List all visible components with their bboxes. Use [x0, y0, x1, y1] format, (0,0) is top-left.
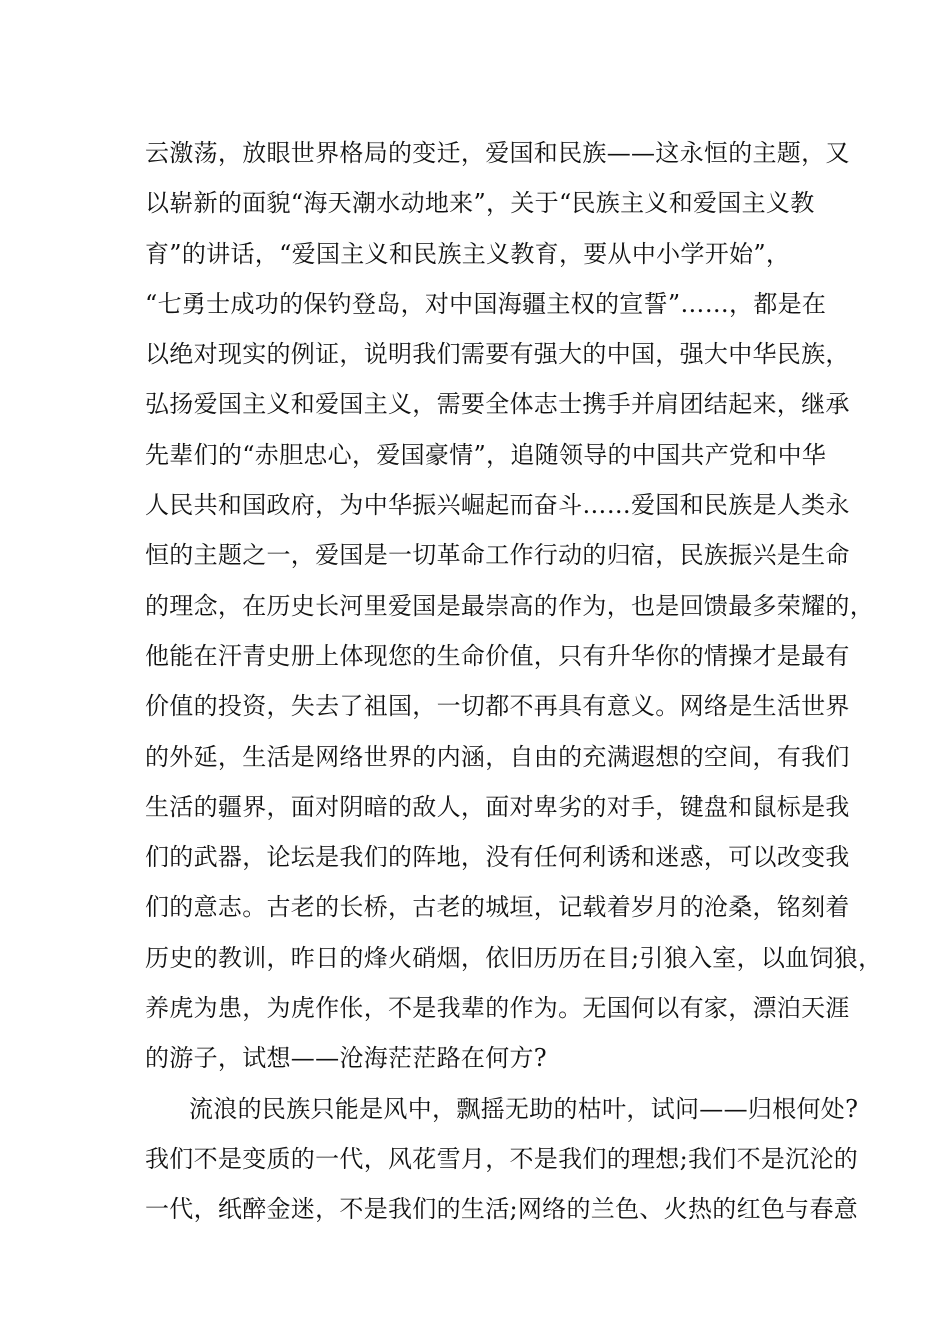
- text-line: 的外延，生活是网络世界的内涵，自由的充满遐想的空间，有我们: [145, 742, 850, 771]
- paragraph-start-line: 流浪的民族只能是风中，飘摇无助的枯叶，试问——归根何处?: [189, 1094, 859, 1123]
- text-line: “七勇士成功的保钓登岛，对中国海疆主权的宣誓”……，都是在: [145, 289, 827, 318]
- text-line: 生活的疆界，面对阴暗的敌人，面对卑劣的对手，键盘和鼠标是我: [145, 792, 850, 821]
- text-line: 价值的投资，失去了祖国，一切都不再具有意义。网络是生活世界: [145, 692, 850, 721]
- text-line: 我们不是变质的一代，风花雪月，不是我们的理想;我们不是沉沦的: [145, 1144, 859, 1173]
- text-line: 他能在汗青史册上体现您的生命价值，只有升华你的情操才是最有: [145, 641, 850, 670]
- text-line: 云激荡，放眼世界格局的变迁，爱国和民族——这永恒的主题，又: [145, 139, 850, 167]
- text-line: 先辈们的“赤胆忠心，爱国豪情”，追随领导的中国共产党和中华: [145, 440, 827, 469]
- text-line: 恒的主题之一，爱国是一切革命工作行动的归宿，民族振兴是生命: [145, 541, 850, 570]
- text-line: 弘扬爱国主义和爱国主义，需要全体志士携手并肩团结起来，继承: [145, 390, 850, 419]
- text-line: 一代，纸醉金迷，不是我们的生活;网络的兰色、火热的红色与春意: [145, 1195, 859, 1224]
- text-line: 的游子，试想——沧海茫茫路在何方?: [145, 1044, 547, 1073]
- body-text: [145, 128, 883, 1235]
- text-line: 育”的讲话，“爱国主义和民族主义教育，要从中小学开始”，: [145, 239, 791, 268]
- text-line: 养虎为患，为虎作伥，不是我辈的作为。无国何以有家，漂泊天涯: [145, 994, 850, 1023]
- text-line: 以绝对现实的例证，说明我们需要有强大的中国，强大中华民族，: [145, 340, 850, 369]
- text-line: 人民共和国政府，为中华振兴崛起而奋斗……爱国和民族是人类永: [145, 491, 850, 520]
- text-line: 们的武器，论坛是我们的阵地，没有任何利诱和迷惑，可以改变我: [145, 843, 850, 872]
- text-line: 以崭新的面貌“海天潮水动地来”，关于“民族主义和爱国主义教: [145, 189, 815, 218]
- text-line: 们的意志。古老的长桥，古老的城垣，记载着岁月的沧桑，铭刻着: [145, 893, 850, 922]
- text-line: 的理念，在历史长河里爱国是最崇高的作为，也是回馈最多荣耀的，: [145, 591, 874, 620]
- text-line: 历史的教训，昨日的烽火硝烟，依旧历历在目;引狼入室，以血饲狼，: [145, 943, 883, 972]
